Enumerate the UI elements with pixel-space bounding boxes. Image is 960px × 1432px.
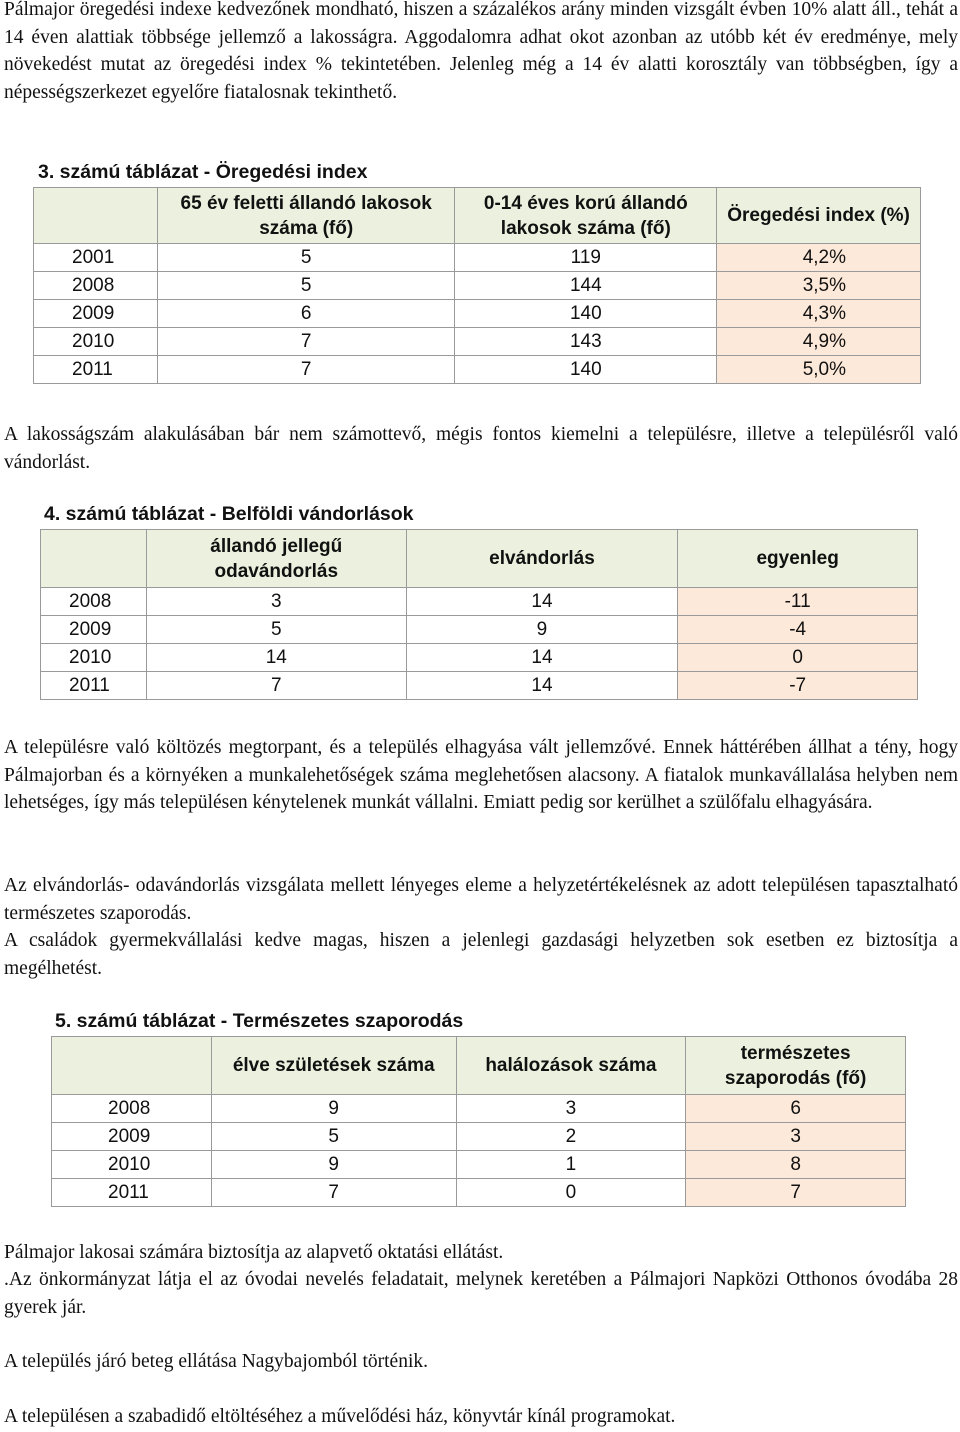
table-cell-year: 2010 xyxy=(52,1151,212,1179)
table-cell-year: 2011 xyxy=(52,1179,212,1207)
table5-header-col3: természetes szaporodás (fő) xyxy=(686,1037,906,1095)
table-cell: 7 xyxy=(157,356,455,384)
table4-caption: 4. számú táblázat - Belföldi vándorlások xyxy=(44,503,414,525)
table5-header-empty xyxy=(52,1037,212,1095)
table5-header-col2: halálozások száma xyxy=(456,1037,686,1095)
table-cell-year: 2001 xyxy=(34,244,158,272)
table3-caption: 3. számú táblázat - Öregedési index xyxy=(38,161,368,183)
table-row xyxy=(41,644,918,672)
table4-header-col1: állandó jellegű odavándorlás xyxy=(146,530,406,588)
table-cell: 5 xyxy=(157,272,455,300)
table-cell-balance: -4 xyxy=(678,616,918,644)
table-cell: 3 xyxy=(146,588,406,616)
paragraph-ageing-index: Pálmajor öregedési indexe kedvezőnek mondható, hiszen a százalékos arány minden vizsgált évben 10% alatt áll., tehát a 14 éven alattiak többsége jellemző a lakosságra. Aggodalomra adhat okot azonban az utóbb két év eredménye, mely növekedést mutat az öregedési index % tekintetében. Jelenleg még a 14 év alatti korosztály van többségben, így a népességszerkezet egyelőre fiatalosnak tekinthető. xyxy=(4,0,958,103)
table-row xyxy=(52,1151,906,1179)
table-cell-balance: -11 xyxy=(678,588,918,616)
table-cell: 5 xyxy=(146,616,406,644)
table-cell: 5 xyxy=(211,1123,456,1151)
table5-header-col1: élve születések száma xyxy=(211,1037,456,1095)
table-cell-index: 4,3% xyxy=(717,300,921,328)
table-cell: 144 xyxy=(455,272,717,300)
paragraph-leisure: A településen a szabadidő eltöltéséhez a művelődési ház, könyvtár kínál programokat. xyxy=(4,1406,676,1427)
table3-header-col2: 0-14 éves korú állandó lakosok száma (fő) xyxy=(455,188,717,244)
table-row xyxy=(34,244,921,272)
table-cell: 9 xyxy=(211,1095,456,1123)
paragraph-families: A családok gyermekvállalási kedve magas, hiszen a jelenlegi gazdasági helyzetben sok esetben ez biztosítja a megélhetést. xyxy=(4,930,958,979)
paragraph-education: Pálmajor lakosai számára biztosítja az alapvető oktatási ellátást. xyxy=(4,1242,504,1263)
table3-header-col3: Öregedési index (%) xyxy=(717,188,921,244)
table-cell-index: 5,0% xyxy=(717,356,921,384)
table-cell-year: 2008 xyxy=(34,272,158,300)
table3-ageing-index xyxy=(33,187,921,384)
table-cell-year: 2011 xyxy=(34,356,158,384)
table3-header-empty xyxy=(34,188,158,244)
table-cell: 140 xyxy=(455,300,717,328)
table-cell-increase: 6 xyxy=(686,1095,906,1123)
table-row xyxy=(41,672,918,700)
table-cell: 2 xyxy=(456,1123,686,1151)
paragraph-outpatient: A település járó beteg ellátása Nagybajomból történik. xyxy=(4,1351,428,1372)
table-cell: 7 xyxy=(211,1179,456,1207)
table-cell-increase: 8 xyxy=(686,1151,906,1179)
table4-header-col3: egyenleg xyxy=(678,530,918,588)
table-cell: 14 xyxy=(406,588,678,616)
table-cell: 143 xyxy=(455,328,717,356)
table-cell-year: 2008 xyxy=(41,588,147,616)
table-cell: 119 xyxy=(455,244,717,272)
table5-caption: 5. számú táblázat - Természetes szaporodás xyxy=(55,1010,464,1032)
table-row xyxy=(34,356,921,384)
table4-header-empty xyxy=(41,530,147,588)
table-cell: 14 xyxy=(406,644,678,672)
table-cell-year: 2009 xyxy=(41,616,147,644)
table-cell: 3 xyxy=(456,1095,686,1123)
table4-header-col2: elvándorlás xyxy=(406,530,678,588)
table-cell: 6 xyxy=(157,300,455,328)
table-cell-year: 2011 xyxy=(41,672,147,700)
table-cell: 7 xyxy=(146,672,406,700)
table-cell: 9 xyxy=(211,1151,456,1179)
table-cell-increase: 3 xyxy=(686,1123,906,1151)
table-cell-year: 2009 xyxy=(52,1123,212,1151)
table-cell-year: 2010 xyxy=(41,644,147,672)
table-row xyxy=(34,328,921,356)
paragraph-kindergarten: .Az önkormányzat látja el az óvodai nevelés feladatait, melynek keretében a Pálmajori Napközi Otthonos óvodába 28 gyerek jár. xyxy=(4,1269,958,1318)
table-cell: 5 xyxy=(157,244,455,272)
paragraph-relocation: A településre való költözés megtorpant, és a település elhagyása vált jellemzővé. Ennek háttérében állhat a tény, hogy Pálmajorban és a környéken a munkalehetőségek száma meglehetősen alacsony. A fiatalok munkavállalása helyben nem lehetséges, így más településen kénytelenek munkát vállalni. Emiatt pedig sor kerülhet a szülőfalu elhagyására. xyxy=(4,737,958,813)
table-row xyxy=(41,588,918,616)
table-row xyxy=(34,272,921,300)
paragraph-migration: A lakosságszám alakulásában bár nem számottevő, mégis fontos kiemelni a településre, illetve a településről való vándorlást. xyxy=(4,424,958,473)
table-cell-index: 4,2% xyxy=(717,244,921,272)
table4-domestic-migration xyxy=(40,529,918,700)
table-cell-year: 2008 xyxy=(52,1095,212,1123)
table-cell-balance: 0 xyxy=(678,644,918,672)
table-cell: 7 xyxy=(157,328,455,356)
table-cell-increase: 7 xyxy=(686,1179,906,1207)
table-cell: 9 xyxy=(406,616,678,644)
table-cell-balance: -7 xyxy=(678,672,918,700)
table-row xyxy=(52,1179,906,1207)
table-cell: 1 xyxy=(456,1151,686,1179)
table-cell: 0 xyxy=(456,1179,686,1207)
table-cell-index: 4,9% xyxy=(717,328,921,356)
table-row xyxy=(52,1123,906,1151)
table-row xyxy=(52,1095,906,1123)
table-row xyxy=(34,300,921,328)
table-cell: 140 xyxy=(455,356,717,384)
table5-natural-increase xyxy=(51,1036,906,1207)
table-cell-year: 2010 xyxy=(34,328,158,356)
table-cell-index: 3,5% xyxy=(717,272,921,300)
paragraph-natural-increase: Az elvándorlás- odavándorlás vizsgálata mellett lényeges eleme a helyzetértékelésnek az adott településen tapasztalható természetes szaporodás. xyxy=(4,875,958,924)
table-row xyxy=(41,616,918,644)
table3-header-col1: 65 év feletti állandó lakosok száma (fő) xyxy=(157,188,455,244)
table-cell: 14 xyxy=(406,672,678,700)
table-cell-year: 2009 xyxy=(34,300,158,328)
table-cell: 14 xyxy=(146,644,406,672)
